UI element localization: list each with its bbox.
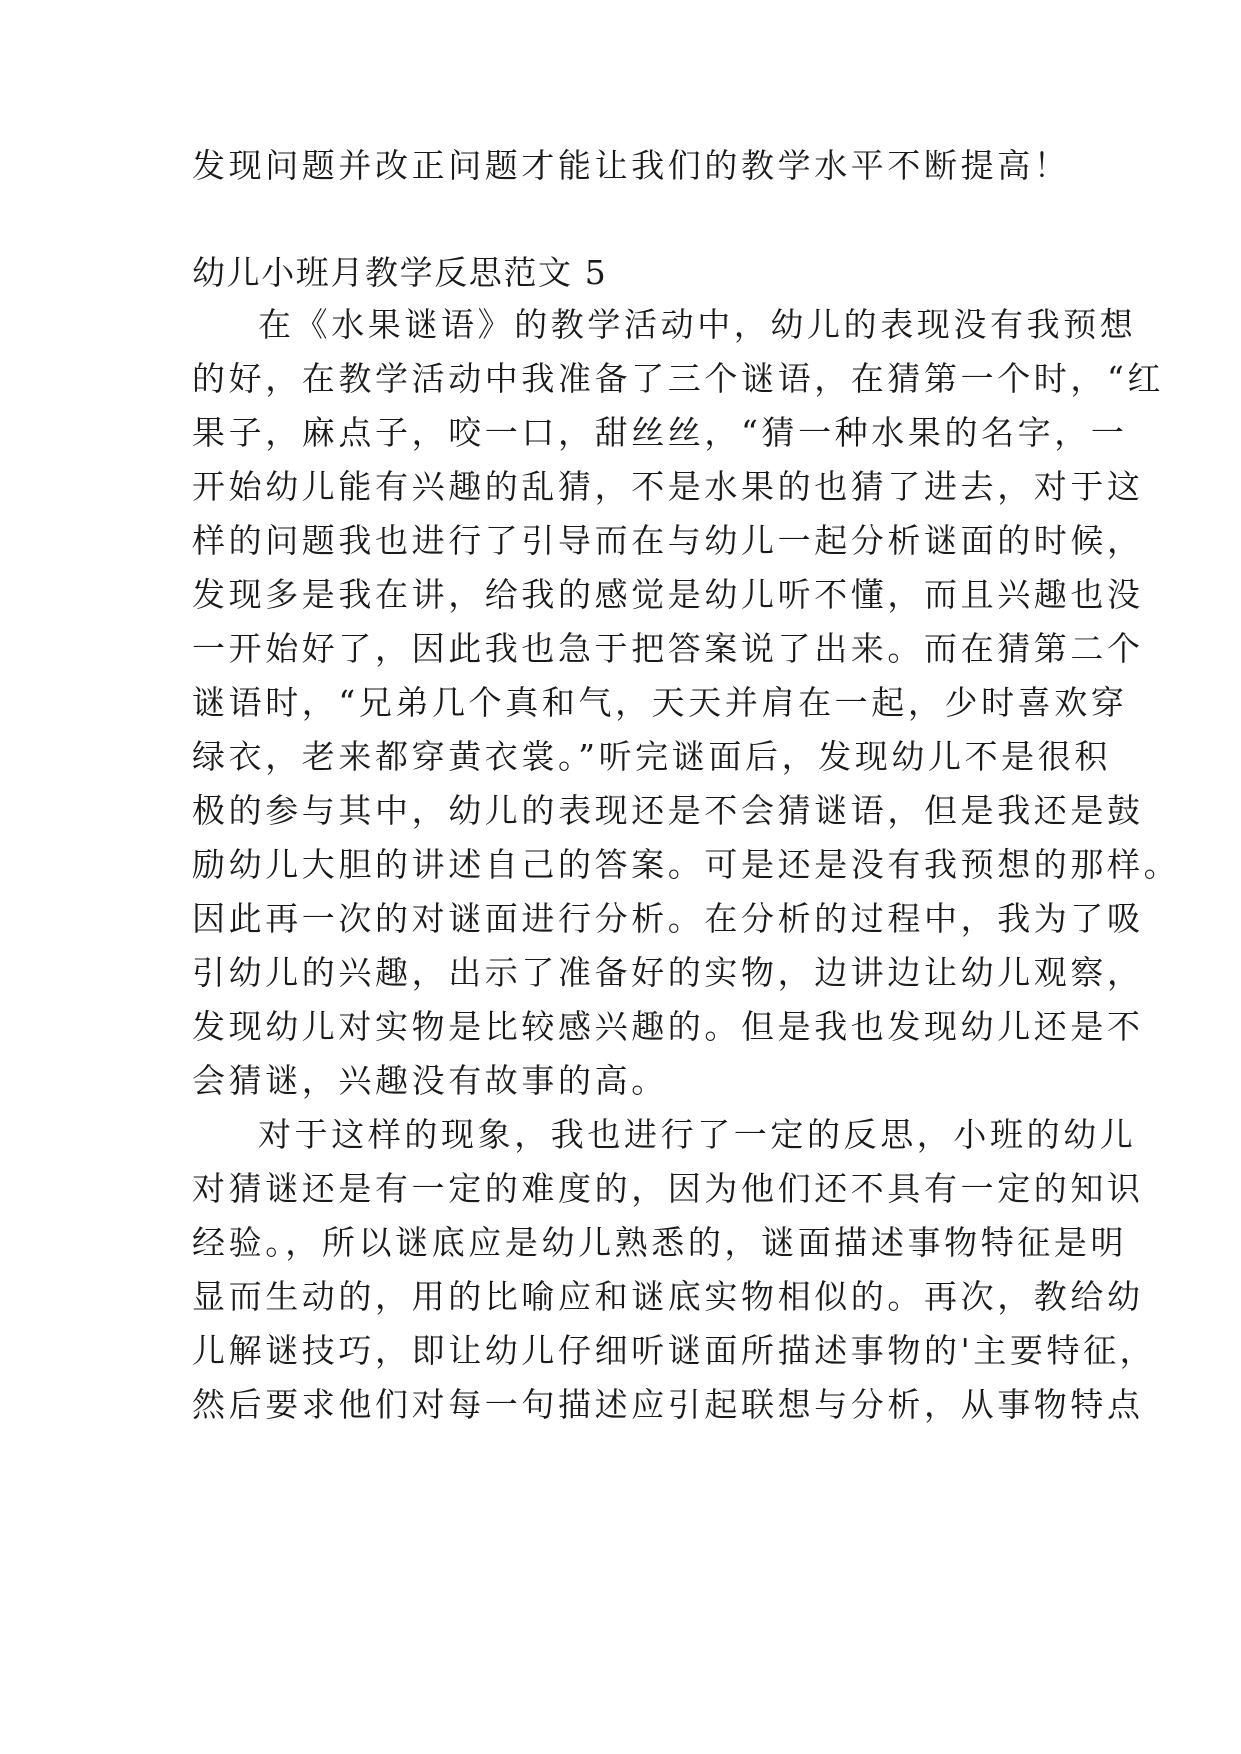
paragraph-line: 开始幼儿能有兴趣的乱猜，不是水果的也猜了进去，对于这 (192, 467, 1144, 506)
paragraph-line: 经验。，所以谜底应是幼儿熟悉的，谜面描述事物特征是明 (192, 1223, 1128, 1262)
section-heading: 幼儿小班月教学反思范文 5 (192, 253, 608, 292)
closing-sentence: 发现问题并改正问题才能让我们的教学水平不断提高！ (192, 146, 1071, 185)
paragraph-line: 励幼儿大胆的讲述自己的答案。可是还是没有我预想的那样。 (192, 845, 1181, 884)
paragraph-line: 谜语时，“兄弟几个真和气，天天并肩在一起，少时喜欢穿 (192, 683, 1128, 722)
paragraph-line: 绿衣，老来都穿黄衣裳。”听完谜面后，发现幼儿不是很积 (192, 737, 1111, 776)
paragraph-line: 发现多是我在讲，给我的感觉是幼儿听不懂，而且兴趣也没 (192, 575, 1144, 614)
paragraph-line: 在《水果谜语》的教学活动中，幼儿的表现没有我预想 (258, 305, 1137, 344)
paragraph-line: 的好，在教学活动中我准备了三个谜语，在猜第一个时，“红 (192, 359, 1165, 398)
paragraph-line: 儿解谜技巧，即让幼儿仔细听谜面所描述事物的'主要特征， (192, 1331, 1157, 1370)
paragraph-line: 然后要求他们对每一句描述应引起联想与分析，从事物特点 (192, 1385, 1144, 1424)
paragraph-line: 因此再一次的对谜面进行分析。在分析的过程中，我为了吸 (192, 899, 1144, 938)
paragraph-line: 样的问题我也进行了引导而在与幼儿一起分析谜面的时候， (192, 521, 1144, 560)
paragraph-line: 对于这样的现象，我也进行了一定的反思，小班的幼儿 (258, 1115, 1137, 1154)
paragraph-line: 极的参与其中，幼儿的表现还是不会猜谜语，但是我还是鼓 (192, 791, 1144, 830)
paragraph-line: 会猜谜，兴趣没有故事的高。 (192, 1061, 668, 1100)
paragraph-line: 果子，麻点子，咬一口，甜丝丝，“猜一种水果的名字，一 (192, 413, 1128, 452)
paragraph-line: 引幼儿的兴趣，出示了准备好的实物，边讲边让幼儿观察， (192, 953, 1144, 992)
paragraph-line: 一开始好了，因此我也急于把答案说了出来。而在猜第二个 (192, 629, 1144, 668)
paragraph-line: 发现幼儿对实物是比较感兴趣的。但是我也发现幼儿还是不 (192, 1007, 1144, 1046)
paragraph-line: 对猜谜还是有一定的难度的，因为他们还不具有一定的知识 (192, 1169, 1144, 1208)
paragraph-line: 显而生动的，用的比喻应和谜底实物相似的。再次，教给幼 (192, 1277, 1144, 1316)
